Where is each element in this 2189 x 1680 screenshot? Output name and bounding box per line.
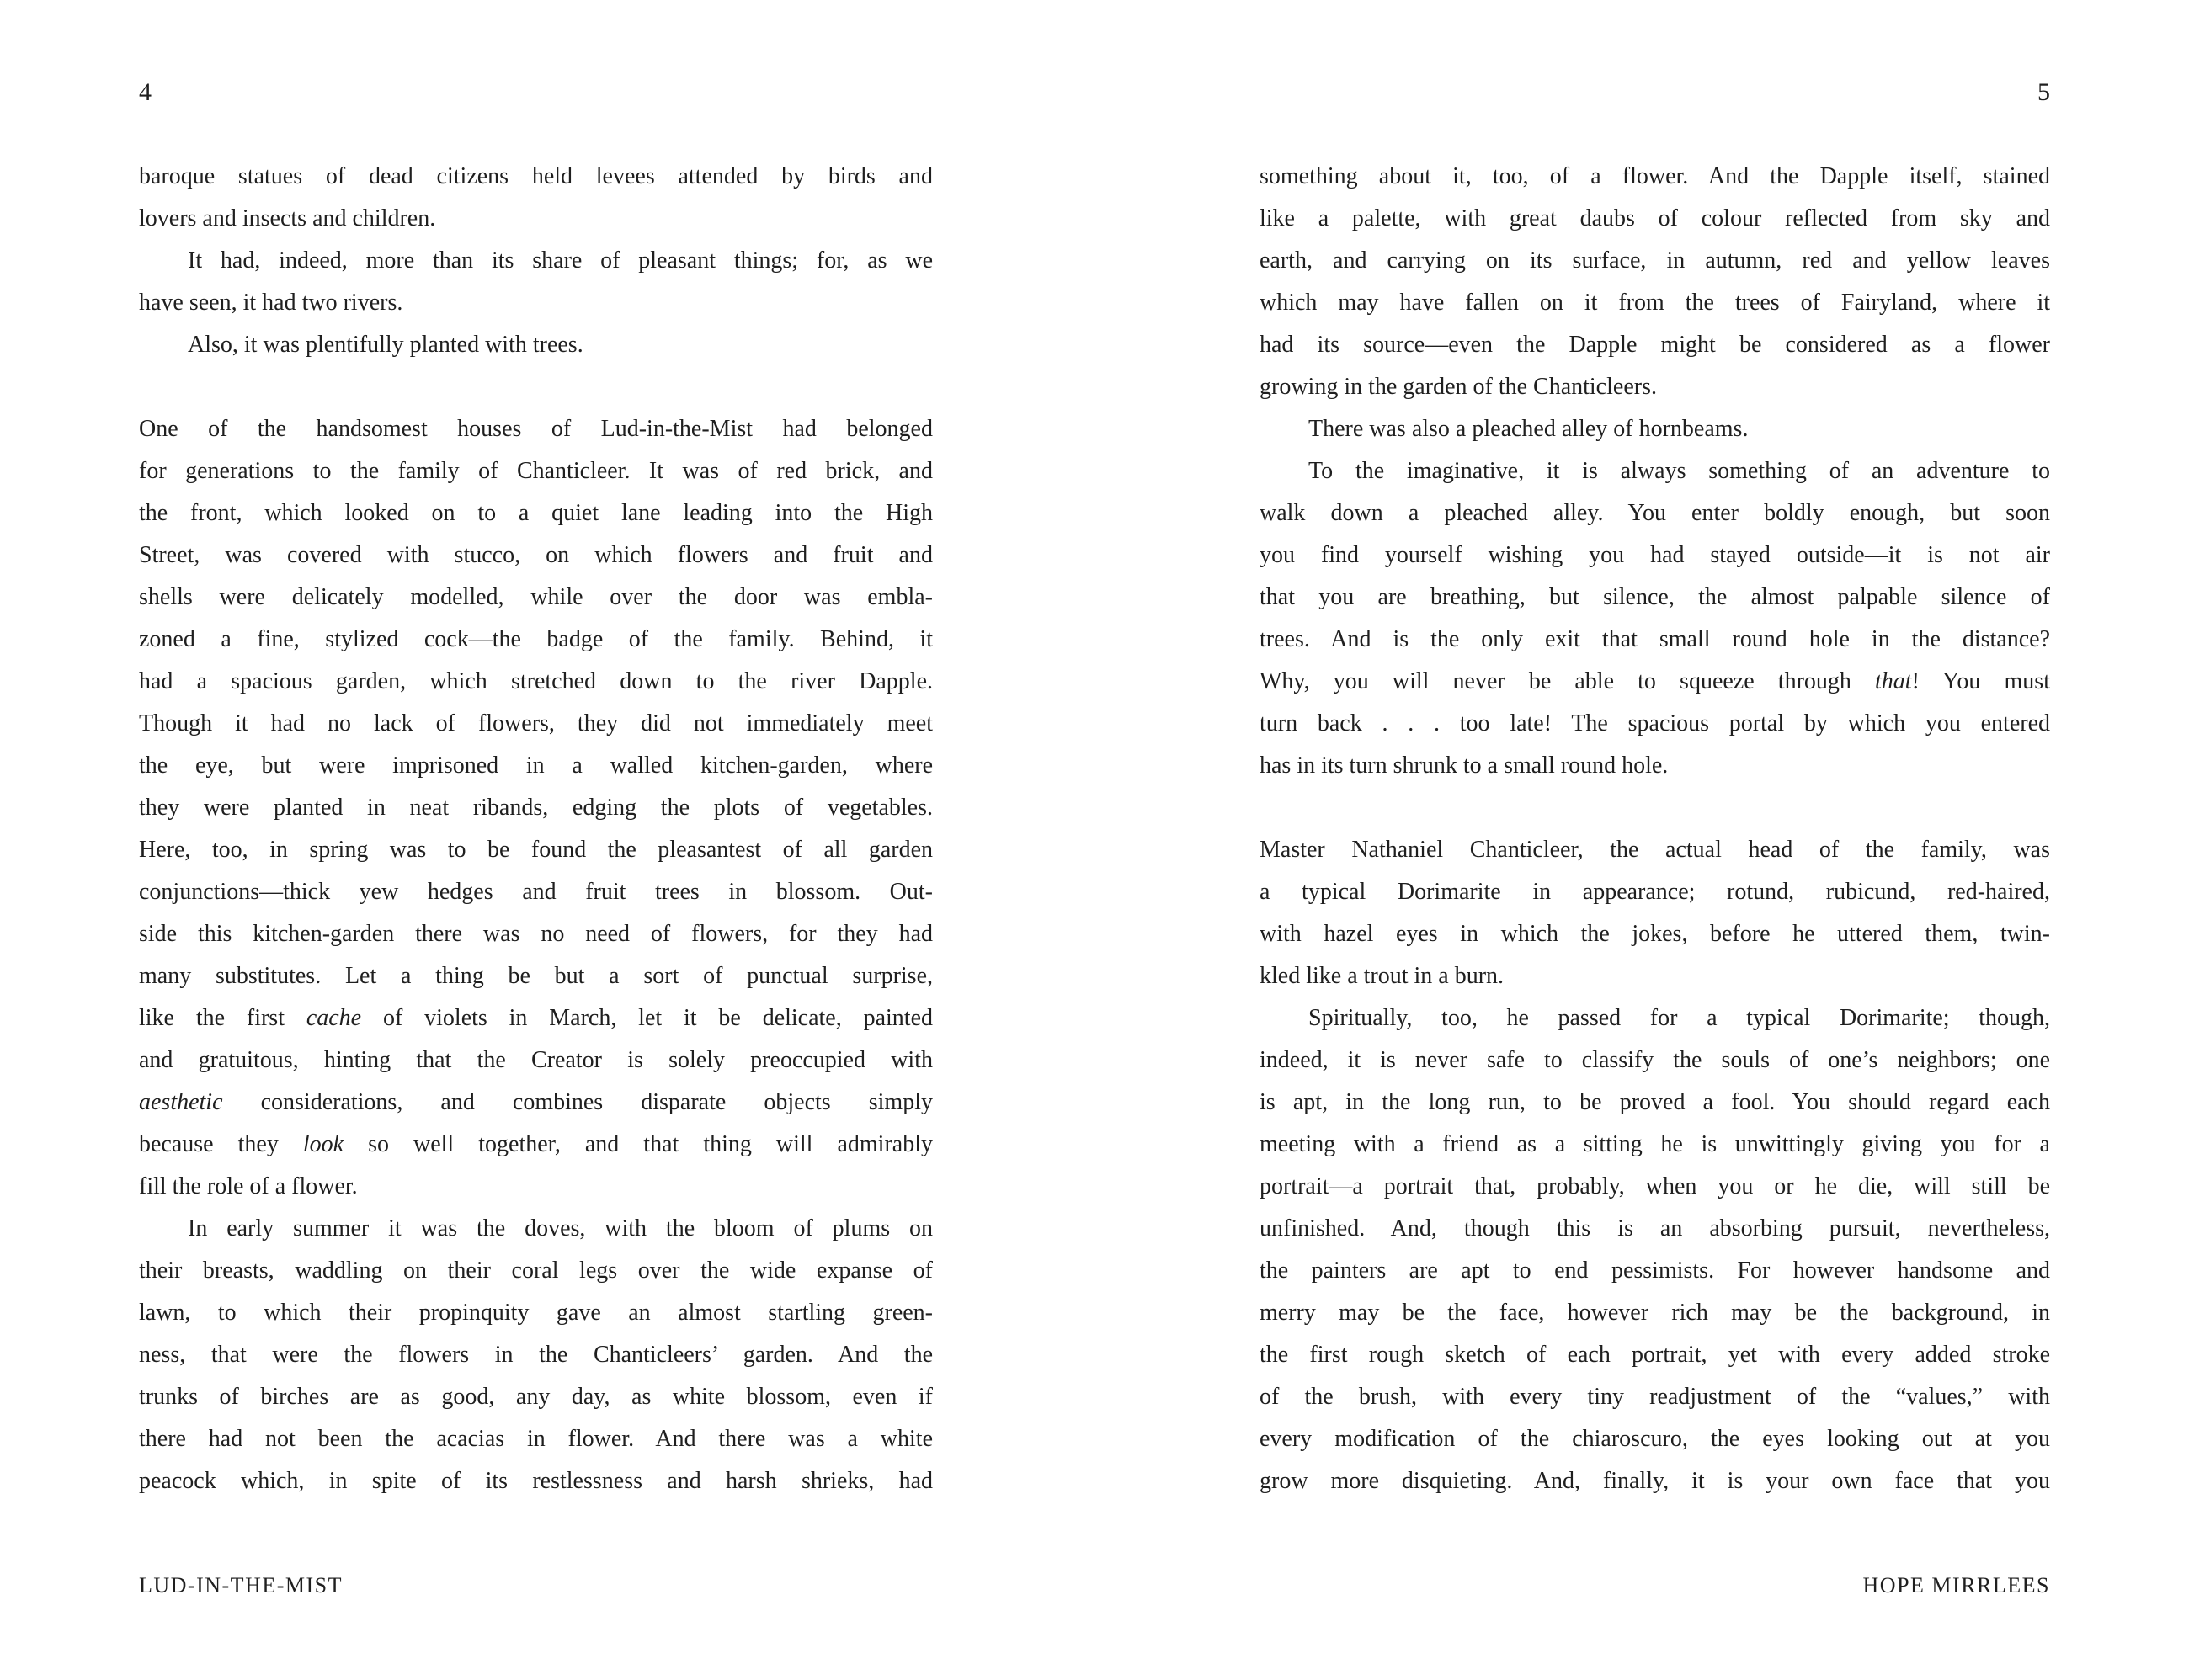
text-line: the painters are apt to end pessimists. For however handsome and — [1260, 1257, 2050, 1284]
text-line: grow more disquieting. And, finally, it is your own face that you — [1260, 1468, 2050, 1494]
text-line: which may have fallen on it from the trees of Fairyland, where it — [1260, 290, 2050, 316]
text-line: merry may be the face, however rich may be the background, in — [1260, 1300, 2050, 1326]
page-number-right: 5 — [2037, 78, 2050, 106]
text-line: many substitutes. Let a thing be but a sort of punctual surprise, — [139, 963, 933, 989]
text-line: and gratuitous, hinting that the Creator is solely preoccupied with — [139, 1047, 933, 1073]
running-footer-book-title: LUD-IN-THE-MIST — [139, 1573, 344, 1598]
text-column-left — [139, 156, 933, 1502]
text-column-right — [1260, 156, 2050, 1502]
text-line: portrait—a portrait that, probably, when you or he die, will still be — [1260, 1173, 2050, 1199]
text-line: that you are breathing, but silence, the almost palpable silence of — [1260, 584, 2050, 610]
text-line: conjunctions—thick yew hedges and fruit trees in blossom. Out- — [139, 879, 933, 905]
text-line: side this kitchen-garden there was no need of flowers, for they had — [139, 921, 933, 947]
text-line: the front, which looked on to a quiet lane leading into the High — [139, 500, 933, 526]
text-line: kled like a trout in a burn. — [1260, 963, 1505, 989]
text-line: ness, that were the flowers in the Chanticleers’ garden. And the — [139, 1342, 933, 1368]
text-line: It had, indeed, more than its share of pleasant things; for, as we — [188, 247, 933, 274]
text-line: Though it had no lack of flowers, they did not immediately meet — [139, 710, 933, 736]
text-line: Why, you will never be able to squeeze through that! You must — [1260, 668, 2050, 694]
text-line: In early summer it was the doves, with the bloom of plums on — [188, 1215, 933, 1241]
text-line: because they look so well together, and that thing will admirably — [139, 1131, 933, 1157]
text-line: is apt, in the long run, to be proved a fool. You should regard each — [1260, 1089, 2050, 1115]
text-line: Street, was covered with stucco, on which flowers and fruit and — [139, 542, 933, 568]
text-line: turn back . . . too late! The spacious portal by which you entered — [1260, 710, 2050, 736]
text-line: has in its turn shrunk to a small round hole. — [1260, 752, 1669, 779]
text-line: the eye, but were imprisoned in a walled kitchen-garden, where — [139, 752, 933, 779]
text-line: you find yourself wishing you had stayed outside—it is not air — [1260, 542, 2050, 568]
text-line: Also, it was plentifully planted with trees. — [188, 332, 583, 358]
text-line: One of the handsomest houses of Lud-in-the-Mist had belonged — [139, 416, 933, 442]
text-line: like a palette, with great daubs of colour reflected from sky and — [1260, 205, 2050, 231]
text-line: baroque statues of dead citizens held levees attended by birds and — [139, 163, 933, 189]
text-line: trunks of birches are as good, any day, as white blossom, even if — [139, 1384, 933, 1410]
text-line: Here, too, in spring was to be found the pleasantest of all garden — [139, 837, 933, 863]
text-line: have seen, it had two rivers. — [139, 290, 403, 316]
text-line: they were planted in neat ribands, edging the plots of vegetables. — [139, 795, 933, 821]
text-line: zoned a fine, stylized cock—the badge of the family. Behind, it — [139, 626, 933, 652]
text-line: like the first cache of violets in March, let it be delicate, painted — [139, 1005, 933, 1031]
text-line: something about it, too, of a flower. And the Dapple itself, stained — [1260, 163, 2050, 189]
text-line: walk down a pleached alley. You enter boldly enough, but soon — [1260, 500, 2050, 526]
text-line: the first rough sketch of each portrait, yet with every added stroke — [1260, 1342, 2050, 1368]
text-line: their breasts, waddling on their coral legs over the wide expanse of — [139, 1257, 933, 1284]
text-line: growing in the garden of the Chanticleers. — [1260, 374, 1657, 400]
text-line: trees. And is the only exit that small round hole in the distance? — [1260, 626, 2050, 652]
text-line: lovers and insects and children. — [139, 205, 436, 231]
text-line: of the brush, with every tiny readjustment of the “values,” with — [1260, 1384, 2050, 1410]
text-line: for generations to the family of Chanticleer. It was of red brick, and — [139, 458, 933, 484]
text-line: unfinished. And, though this is an absorbing pursuit, nevertheless, — [1260, 1215, 2050, 1241]
text-line: meeting with a friend as a sitting he is unwittingly giving you for a — [1260, 1131, 2050, 1157]
text-line: Master Nathaniel Chanticleer, the actual head of the family, was — [1260, 837, 2050, 863]
blank-line — [1260, 787, 2050, 829]
text-line: To the imaginative, it is always something of an adventure to — [1308, 458, 2050, 484]
text-line: a typical Dorimarite in appearance; rotund, rubicund, red-haired, — [1260, 879, 2050, 905]
text-line: There was also a pleached alley of hornbeams. — [1308, 416, 1749, 442]
text-line: had a spacious garden, which stretched down to the river Dapple. — [139, 668, 933, 694]
text-line: fill the role of a flower. — [139, 1173, 358, 1199]
text-line: peacock which, in spite of its restlessness and harsh shrieks, had — [139, 1468, 933, 1494]
text-line: indeed, it is never safe to classify the souls of one’s neighbors; one — [1260, 1047, 2050, 1073]
text-line: there had not been the acacias in flower. And there was a white — [139, 1426, 933, 1452]
text-line: with hazel eyes in which the jokes, before he uttered them, twin- — [1260, 921, 2050, 947]
text-line: aesthetic considerations, and combines disparate objects simply — [139, 1089, 933, 1115]
text-line: earth, and carrying on its surface, in autumn, red and yellow leaves — [1260, 247, 2050, 274]
text-line: lawn, to which their propinquity gave an almost startling green- — [139, 1300, 933, 1326]
page-number-left: 4 — [139, 78, 152, 106]
text-line: had its source—even the Dapple might be considered as a flower — [1260, 332, 2050, 358]
running-footer-author: HOPE MIRRLEES — [1862, 1573, 2050, 1598]
text-line: shells were delicately modelled, while over the door was embla- — [139, 584, 933, 610]
text-line: Spiritually, too, he passed for a typical Dorimarite; though, — [1308, 1005, 2050, 1031]
text-line: every modification of the chiaroscuro, the eyes looking out at you — [1260, 1426, 2050, 1452]
blank-line — [139, 366, 933, 408]
